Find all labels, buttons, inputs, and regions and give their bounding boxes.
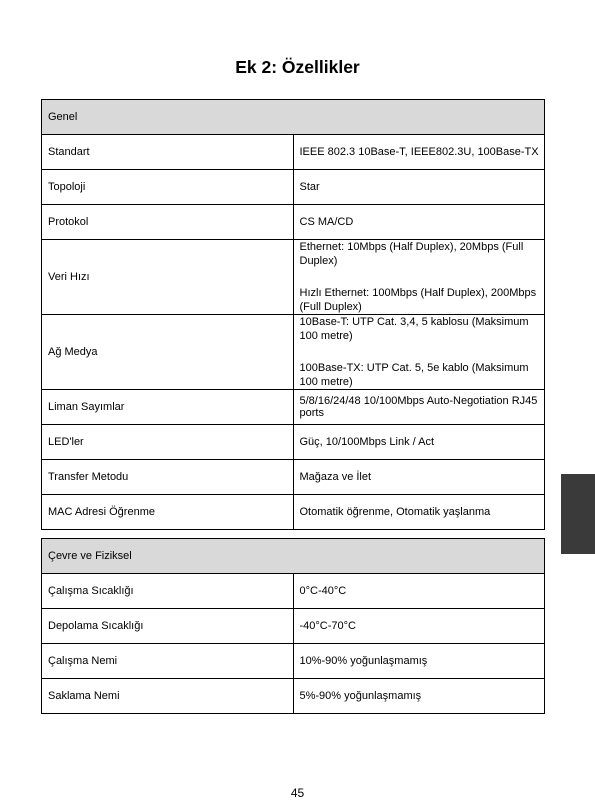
spec-value: Mağaza ve İlet — [293, 460, 545, 495]
page-number: 45 — [290, 786, 305, 800]
table-row — [42, 425, 545, 460]
spec-key: MAC Adresi Öğrenme — [42, 495, 294, 530]
spec-key: Veri Hızı — [42, 240, 294, 315]
spec-value-line: 100Base-TX: UTP Cat. 5, 5e kablo (Maksimum 100 metre) — [299, 362, 529, 388]
spec-value: Güç, 10/100Mbps Link / Act — [293, 425, 545, 460]
table-row — [42, 390, 545, 425]
spec-value: 5%-90% yoğunlaşmamış — [293, 679, 545, 714]
table-row — [42, 240, 545, 315]
table-row — [42, 609, 545, 644]
general-spec-table — [41, 99, 545, 530]
spec-value: 0°C-40°C — [293, 574, 545, 609]
page-title: Ek 2: Özellikler — [235, 57, 360, 77]
table-row — [42, 315, 545, 390]
spec-value-line: Ethernet: 10Mbps (Half Duplex), 20Mbps (Full Duplex) — [299, 241, 524, 267]
spec-value-line: Hızlı Ethernet: 100Mbps (Half Duplex), 200Mbps (Full Duplex) — [299, 287, 537, 313]
table-row — [42, 460, 545, 495]
spec-key: Liman Sayımlar — [42, 390, 294, 425]
section-header-general: Genel — [42, 100, 545, 135]
spec-key: Transfer Metodu — [42, 460, 294, 495]
table-row — [42, 135, 545, 170]
spec-value — [293, 240, 545, 315]
spec-value: Star — [293, 170, 545, 205]
spec-key: Çalışma Sıcaklığı — [42, 574, 294, 609]
spec-key: Protokol — [42, 205, 294, 240]
spec-value: Otomatik öğrenme, Otomatik yaşlanma — [293, 495, 545, 530]
spec-key: Depolama Sıcaklığı — [42, 609, 294, 644]
spec-key: Çalışma Nemi — [42, 644, 294, 679]
spec-key: Ağ Medya — [42, 315, 294, 390]
table-header-row — [42, 539, 545, 574]
spec-value-line: 10Base-T: UTP Cat. 3,4, 5 kablosu (Maksimum 100 metre) — [299, 316, 529, 342]
spec-key: Topoloji — [42, 170, 294, 205]
table-header-row — [42, 100, 545, 135]
spec-key: LED'ler — [42, 425, 294, 460]
table-row — [42, 574, 545, 609]
table-row — [42, 205, 545, 240]
table-row — [42, 679, 545, 714]
environment-spec-table — [41, 538, 545, 714]
table-row — [42, 644, 545, 679]
spec-value: CS MA/CD — [293, 205, 545, 240]
section-header-environment: Çevre ve Fiziksel — [42, 539, 545, 574]
table-row — [42, 495, 545, 530]
spec-value: -40°C-70°C — [293, 609, 545, 644]
spec-key: Saklama Nemi — [42, 679, 294, 714]
chapter-tab-marker — [561, 474, 595, 554]
spec-key: Standart — [42, 135, 294, 170]
table-row — [42, 170, 545, 205]
spec-value: 10%-90% yoğunlaşmamış — [293, 644, 545, 679]
spec-value: IEEE 802.3 10Base-T, IEEE802.3U, 100Base-TX — [293, 135, 545, 170]
spec-value — [293, 315, 545, 390]
spec-value: 5/8/16/24/48 10/100Mbps Auto-Negotiation RJ45 ports — [293, 390, 545, 425]
